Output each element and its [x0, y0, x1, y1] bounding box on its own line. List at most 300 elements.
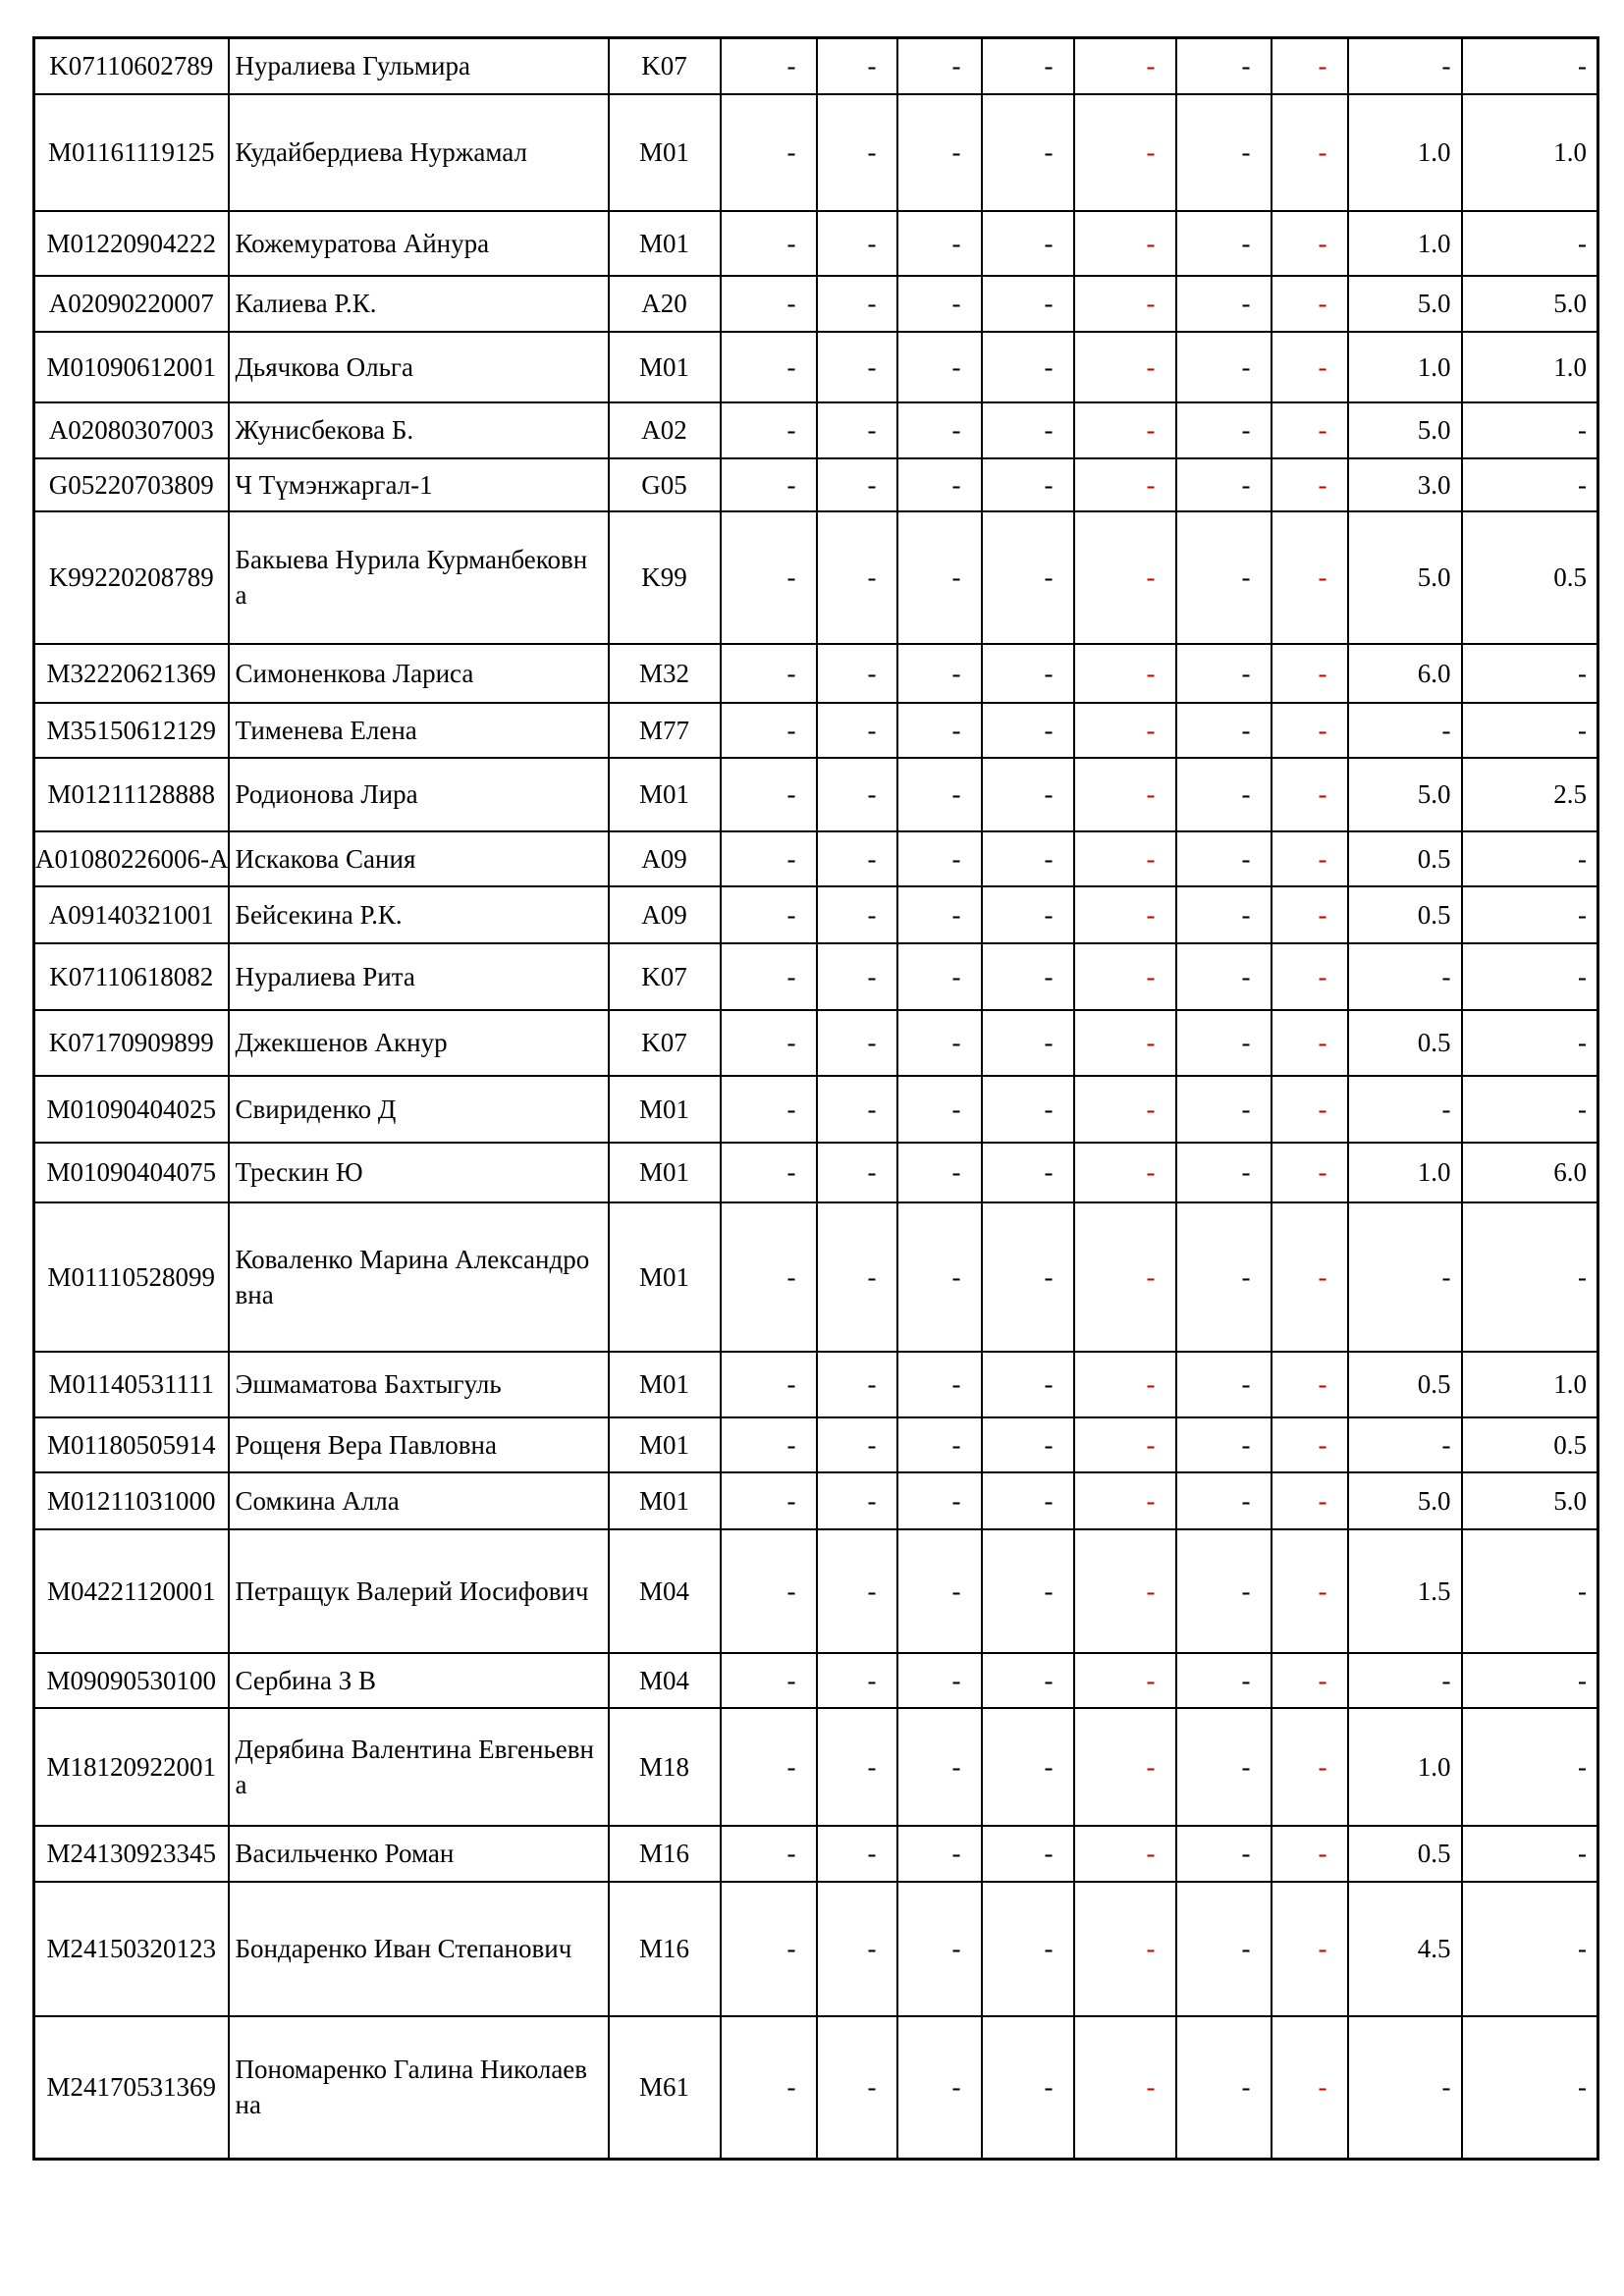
cell-blank-2: - [817, 1708, 897, 1826]
cell-name: Ч Түмэнжаргал-1 [229, 458, 609, 511]
cell-code: M16 [609, 1882, 721, 2016]
cell-value-1: 5.0 [1348, 1472, 1462, 1529]
cell-blank-4: - [982, 831, 1074, 886]
cell-blank-6: - [1176, 758, 1272, 831]
cell-blank-7: - [1272, 1882, 1348, 2016]
cell-value-1: 5.0 [1348, 758, 1462, 831]
cell-value-2: 5.0 [1462, 276, 1598, 332]
cell-blank-3: - [897, 94, 982, 211]
cell-blank-2: - [817, 1472, 897, 1529]
cell-id: M01180505914 [34, 1417, 229, 1472]
cell-blank-6: - [1176, 1708, 1272, 1826]
cell-code: K07 [609, 943, 721, 1010]
cell-value-1: - [1348, 1076, 1462, 1143]
cell-value-2: - [1462, 886, 1598, 943]
cell-name: Нуралиева Рита [229, 943, 609, 1010]
cell-blank-4: - [982, 276, 1074, 332]
cell-blank-1: - [721, 831, 817, 886]
table-row [34, 38, 1598, 94]
cell-id: M01090612001 [34, 332, 229, 402]
cell-blank-2: - [817, 1882, 897, 2016]
cell-blank-6: - [1176, 458, 1272, 511]
cell-blank-3: - [897, 943, 982, 1010]
cell-blank-7: - [1272, 831, 1348, 886]
cell-blank-3: - [897, 1708, 982, 1826]
cell-id: M01090404025 [34, 1076, 229, 1143]
table-row [34, 402, 1598, 458]
cell-blank-1: - [721, 1708, 817, 1826]
cell-blank-6: - [1176, 1882, 1272, 2016]
table-row [34, 831, 1598, 886]
table-row [34, 1076, 1598, 1143]
table-row [34, 1417, 1598, 1472]
cell-blank-3: - [897, 1010, 982, 1076]
cell-id: K07110618082 [34, 943, 229, 1010]
cell-name: Жунисбекова Б. [229, 402, 609, 458]
cell-name: Сомкина Алла [229, 1472, 609, 1529]
cell-blank-5: - [1074, 458, 1176, 511]
cell-blank-4: - [982, 1352, 1074, 1417]
cell-blank-2: - [817, 94, 897, 211]
cell-value-2: - [1462, 1708, 1598, 1826]
cell-name: Джекшенов Акнур [229, 1010, 609, 1076]
cell-blank-5: - [1074, 1882, 1176, 2016]
table-row [34, 1882, 1598, 2016]
cell-blank-2: - [817, 458, 897, 511]
cell-blank-7: - [1272, 458, 1348, 511]
table-row [34, 644, 1598, 703]
table-row [34, 2016, 1598, 2160]
cell-blank-2: - [817, 511, 897, 644]
cell-id: K07110602789 [34, 38, 229, 94]
cell-blank-2: - [817, 644, 897, 703]
table-row [34, 1143, 1598, 1202]
cell-blank-5: - [1074, 886, 1176, 943]
cell-name: Свириденко Д [229, 1076, 609, 1143]
cell-blank-7: - [1272, 211, 1348, 276]
cell-value-2: - [1462, 38, 1598, 94]
cell-blank-6: - [1176, 1653, 1272, 1708]
cell-blank-4: - [982, 886, 1074, 943]
cell-blank-7: - [1272, 2016, 1348, 2160]
cell-blank-6: - [1176, 831, 1272, 886]
cell-code: A02 [609, 402, 721, 458]
cell-blank-5: - [1074, 276, 1176, 332]
cell-blank-1: - [721, 758, 817, 831]
cell-blank-1: - [721, 1529, 817, 1653]
cell-value-2: - [1462, 831, 1598, 886]
cell-blank-7: - [1272, 1010, 1348, 1076]
cell-blank-7: - [1272, 1826, 1348, 1882]
cell-blank-5: - [1074, 38, 1176, 94]
cell-id: M04221120001 [34, 1529, 229, 1653]
cell-name: Тименева Елена [229, 703, 609, 758]
cell-blank-4: - [982, 1708, 1074, 1826]
cell-blank-6: - [1176, 94, 1272, 211]
cell-blank-2: - [817, 758, 897, 831]
cell-blank-7: - [1272, 1529, 1348, 1653]
cell-blank-7: - [1272, 644, 1348, 703]
cell-blank-5: - [1074, 1143, 1176, 1202]
cell-value-2: - [1462, 1882, 1598, 2016]
cell-value-1: 0.5 [1348, 1010, 1462, 1076]
cell-code: K07 [609, 38, 721, 94]
table-row [34, 1708, 1598, 1826]
cell-blank-5: - [1074, 1826, 1176, 1882]
cell-name: Симоненкова Лариса [229, 644, 609, 703]
cell-blank-1: - [721, 703, 817, 758]
cell-name: Васильченко Роман [229, 1826, 609, 1882]
cell-value-2: - [1462, 943, 1598, 1010]
cell-blank-7: - [1272, 402, 1348, 458]
cell-blank-6: - [1176, 1529, 1272, 1653]
cell-value-1: 1.0 [1348, 332, 1462, 402]
cell-value-2: - [1462, 1653, 1598, 1708]
cell-blank-2: - [817, 1417, 897, 1472]
cell-blank-4: - [982, 1653, 1074, 1708]
cell-blank-1: - [721, 332, 817, 402]
cell-blank-2: - [817, 332, 897, 402]
cell-value-1: 1.0 [1348, 1143, 1462, 1202]
cell-blank-3: - [897, 2016, 982, 2160]
cell-blank-5: - [1074, 703, 1176, 758]
cell-blank-1: - [721, 211, 817, 276]
cell-blank-5: - [1074, 332, 1176, 402]
cell-name: Эшмаматова Бахтыгуль [229, 1352, 609, 1417]
cell-blank-6: - [1176, 38, 1272, 94]
cell-blank-2: - [817, 886, 897, 943]
cell-code: M04 [609, 1529, 721, 1653]
cell-blank-4: - [982, 1010, 1074, 1076]
cell-blank-4: - [982, 402, 1074, 458]
cell-name: Кожемуратова Айнура [229, 211, 609, 276]
cell-id: M01090404075 [34, 1143, 229, 1202]
cell-blank-1: - [721, 943, 817, 1010]
cell-blank-7: - [1272, 886, 1348, 943]
cell-blank-1: - [721, 1143, 817, 1202]
cell-blank-6: - [1176, 276, 1272, 332]
cell-blank-4: - [982, 1472, 1074, 1529]
table-row [34, 511, 1598, 644]
cell-blank-5: - [1074, 1708, 1176, 1826]
cell-blank-7: - [1272, 1417, 1348, 1472]
cell-blank-5: - [1074, 1529, 1176, 1653]
cell-value-1: 6.0 [1348, 644, 1462, 703]
cell-name: Дьячкова Ольга [229, 332, 609, 402]
cell-code: A09 [609, 886, 721, 943]
cell-blank-4: - [982, 332, 1074, 402]
cell-blank-7: - [1272, 943, 1348, 1010]
cell-blank-3: - [897, 886, 982, 943]
cell-id: M32220621369 [34, 644, 229, 703]
cell-blank-6: - [1176, 1010, 1272, 1076]
table-row [34, 332, 1598, 402]
cell-code: A09 [609, 831, 721, 886]
cell-blank-6: - [1176, 1352, 1272, 1417]
cell-blank-1: - [721, 1010, 817, 1076]
cell-blank-1: - [721, 886, 817, 943]
cell-code: A20 [609, 276, 721, 332]
cell-code: M01 [609, 1472, 721, 1529]
cell-blank-1: - [721, 458, 817, 511]
cell-blank-2: - [817, 943, 897, 1010]
cell-blank-6: - [1176, 1417, 1272, 1472]
cell-code: M01 [609, 94, 721, 211]
cell-blank-4: - [982, 1826, 1074, 1882]
cell-value-1: - [1348, 1202, 1462, 1352]
cell-blank-1: - [721, 1472, 817, 1529]
cell-blank-3: - [897, 703, 982, 758]
table-row [34, 276, 1598, 332]
cell-blank-2: - [817, 703, 897, 758]
cell-value-1: 1.0 [1348, 94, 1462, 211]
cell-value-2: 0.5 [1462, 1417, 1598, 1472]
cell-blank-2: - [817, 38, 897, 94]
cell-code: M04 [609, 1653, 721, 1708]
cell-code: M01 [609, 758, 721, 831]
cell-blank-7: - [1272, 1202, 1348, 1352]
cell-blank-7: - [1272, 758, 1348, 831]
table-row [34, 703, 1598, 758]
cell-blank-6: - [1176, 511, 1272, 644]
cell-blank-5: - [1074, 1202, 1176, 1352]
cell-blank-1: - [721, 276, 817, 332]
cell-blank-7: - [1272, 38, 1348, 94]
cell-code: M32 [609, 644, 721, 703]
cell-blank-5: - [1074, 2016, 1176, 2160]
cell-value-1: 1.0 [1348, 1708, 1462, 1826]
cell-value-2: 1.0 [1462, 1352, 1598, 1417]
cell-blank-4: - [982, 1529, 1074, 1653]
table-row [34, 458, 1598, 511]
table-row [34, 1352, 1598, 1417]
cell-blank-1: - [721, 511, 817, 644]
cell-value-2: 0.5 [1462, 511, 1598, 644]
cell-code: K99 [609, 511, 721, 644]
cell-value-2: - [1462, 1529, 1598, 1653]
cell-code: M01 [609, 1352, 721, 1417]
cell-blank-3: - [897, 758, 982, 831]
cell-id: M01161119125 [34, 94, 229, 211]
cell-id: M09090530100 [34, 1653, 229, 1708]
cell-blank-1: - [721, 1202, 817, 1352]
cell-blank-4: - [982, 94, 1074, 211]
cell-name: Бейсекина Р.К. [229, 886, 609, 943]
cell-blank-7: - [1272, 276, 1348, 332]
cell-blank-3: - [897, 276, 982, 332]
cell-value-1: - [1348, 2016, 1462, 2160]
cell-name: Трескин Ю [229, 1143, 609, 1202]
cell-blank-5: - [1074, 1472, 1176, 1529]
cell-blank-3: - [897, 1529, 982, 1653]
cell-blank-6: - [1176, 332, 1272, 402]
cell-id: M24170531369 [34, 2016, 229, 2160]
cell-code: M18 [609, 1708, 721, 1826]
cell-blank-6: - [1176, 211, 1272, 276]
cell-value-1: 0.5 [1348, 1826, 1462, 1882]
cell-blank-5: - [1074, 1010, 1176, 1076]
cell-blank-4: - [982, 2016, 1074, 2160]
cell-blank-2: - [817, 276, 897, 332]
cell-blank-3: - [897, 1417, 982, 1472]
cell-value-1: - [1348, 943, 1462, 1010]
cell-id: M01211031000 [34, 1472, 229, 1529]
cell-value-1: - [1348, 1417, 1462, 1472]
cell-name: Пономаренко Галина Николаев на [229, 2016, 609, 2160]
cell-code: M01 [609, 211, 721, 276]
cell-value-1: 3.0 [1348, 458, 1462, 511]
cell-id: M01110528099 [34, 1202, 229, 1352]
cell-id: M01140531111 [34, 1352, 229, 1417]
table-row [34, 1529, 1598, 1653]
cell-value-1: - [1348, 703, 1462, 758]
cell-value-2: - [1462, 1076, 1598, 1143]
cell-name: Калиева Р.К. [229, 276, 609, 332]
cell-blank-2: - [817, 1529, 897, 1653]
cell-blank-2: - [817, 1143, 897, 1202]
cell-blank-1: - [721, 1826, 817, 1882]
cell-blank-1: - [721, 1417, 817, 1472]
cell-blank-1: - [721, 2016, 817, 2160]
cell-blank-6: - [1176, 1472, 1272, 1529]
cell-blank-5: - [1074, 644, 1176, 703]
cell-value-2: - [1462, 402, 1598, 458]
cell-blank-4: - [982, 211, 1074, 276]
cell-id: M35150612129 [34, 703, 229, 758]
table-row [34, 94, 1598, 211]
cell-value-1: 1.0 [1348, 211, 1462, 276]
cell-name: Бакыева Нурила Курманбековн а [229, 511, 609, 644]
cell-blank-3: - [897, 1882, 982, 2016]
cell-value-1: 1.5 [1348, 1529, 1462, 1653]
cell-id: M18120922001 [34, 1708, 229, 1826]
cell-blank-4: - [982, 1143, 1074, 1202]
table-row [34, 1653, 1598, 1708]
cell-blank-6: - [1176, 402, 1272, 458]
cell-blank-6: - [1176, 1202, 1272, 1352]
cell-code: K07 [609, 1010, 721, 1076]
cell-blank-2: - [817, 402, 897, 458]
cell-blank-3: - [897, 1472, 982, 1529]
cell-id: A02090220007 [34, 276, 229, 332]
cell-blank-4: - [982, 703, 1074, 758]
cell-id: A01080226006-A [34, 831, 229, 886]
cell-blank-4: - [982, 1076, 1074, 1143]
cell-name: Рощеня Вера Павловна [229, 1417, 609, 1472]
table-body [34, 38, 1598, 2160]
cell-blank-1: - [721, 644, 817, 703]
cell-name: Кудайбердиева Нуржамал [229, 94, 609, 211]
cell-blank-6: - [1176, 1143, 1272, 1202]
cell-value-2: 6.0 [1462, 1143, 1598, 1202]
cell-value-2: 2.5 [1462, 758, 1598, 831]
cell-blank-7: - [1272, 1076, 1348, 1143]
table-row [34, 886, 1598, 943]
cell-blank-4: - [982, 644, 1074, 703]
table-row [34, 1010, 1598, 1076]
cell-blank-5: - [1074, 94, 1176, 211]
cell-blank-7: - [1272, 332, 1348, 402]
cell-blank-6: - [1176, 943, 1272, 1010]
cell-blank-6: - [1176, 1076, 1272, 1143]
cell-id: M24150320123 [34, 1882, 229, 2016]
cell-blank-4: - [982, 1202, 1074, 1352]
cell-value-1: 5.0 [1348, 276, 1462, 332]
cell-blank-6: - [1176, 1826, 1272, 1882]
cell-blank-5: - [1074, 1653, 1176, 1708]
cell-value-2: - [1462, 703, 1598, 758]
cell-blank-7: - [1272, 1472, 1348, 1529]
cell-value-2: - [1462, 1826, 1598, 1882]
cell-id: K07170909899 [34, 1010, 229, 1076]
cell-blank-5: - [1074, 1352, 1176, 1417]
cell-blank-2: - [817, 2016, 897, 2160]
cell-blank-5: - [1074, 211, 1176, 276]
cell-blank-3: - [897, 332, 982, 402]
cell-blank-1: - [721, 94, 817, 211]
cell-name: Сербина З В [229, 1653, 609, 1708]
table-row [34, 1202, 1598, 1352]
cell-blank-4: - [982, 1417, 1074, 1472]
cell-blank-7: - [1272, 94, 1348, 211]
cell-blank-2: - [817, 211, 897, 276]
cell-blank-3: - [897, 1076, 982, 1143]
cell-blank-3: - [897, 402, 982, 458]
cell-blank-1: - [721, 1653, 817, 1708]
cell-value-1: 0.5 [1348, 886, 1462, 943]
cell-blank-2: - [817, 1010, 897, 1076]
cell-blank-1: - [721, 1882, 817, 2016]
cell-blank-4: - [982, 1882, 1074, 2016]
cell-value-1: 5.0 [1348, 511, 1462, 644]
cell-blank-5: - [1074, 831, 1176, 886]
table-row [34, 1472, 1598, 1529]
cell-blank-6: - [1176, 703, 1272, 758]
cell-name: Бондаренко Иван Степанович [229, 1882, 609, 2016]
cell-name: Нуралиева Гульмира [229, 38, 609, 94]
cell-code: M16 [609, 1826, 721, 1882]
cell-value-2: 5.0 [1462, 1472, 1598, 1529]
cell-blank-5: - [1074, 402, 1176, 458]
cell-blank-1: - [721, 1076, 817, 1143]
cell-value-2: - [1462, 2016, 1598, 2160]
cell-blank-3: - [897, 511, 982, 644]
table-row [34, 943, 1598, 1010]
table-row [34, 758, 1598, 831]
cell-blank-3: - [897, 458, 982, 511]
cell-value-1: 0.5 [1348, 831, 1462, 886]
cell-blank-3: - [897, 1352, 982, 1417]
cell-blank-5: - [1074, 1417, 1176, 1472]
cell-blank-5: - [1074, 511, 1176, 644]
cell-blank-3: - [897, 831, 982, 886]
cell-blank-4: - [982, 511, 1074, 644]
cell-value-2: - [1462, 458, 1598, 511]
cell-blank-4: - [982, 758, 1074, 831]
cell-value-1: 4.5 [1348, 1882, 1462, 2016]
table-row [34, 211, 1598, 276]
cell-blank-3: - [897, 38, 982, 94]
cell-blank-3: - [897, 644, 982, 703]
cell-blank-7: - [1272, 1653, 1348, 1708]
cell-code: M61 [609, 2016, 721, 2160]
cell-name: Искакова Сания [229, 831, 609, 886]
cell-blank-4: - [982, 458, 1074, 511]
cell-blank-6: - [1176, 644, 1272, 703]
cell-name: Петращук Валерий Иосифович [229, 1529, 609, 1653]
cell-code: M01 [609, 1417, 721, 1472]
cell-value-2: 1.0 [1462, 332, 1598, 402]
